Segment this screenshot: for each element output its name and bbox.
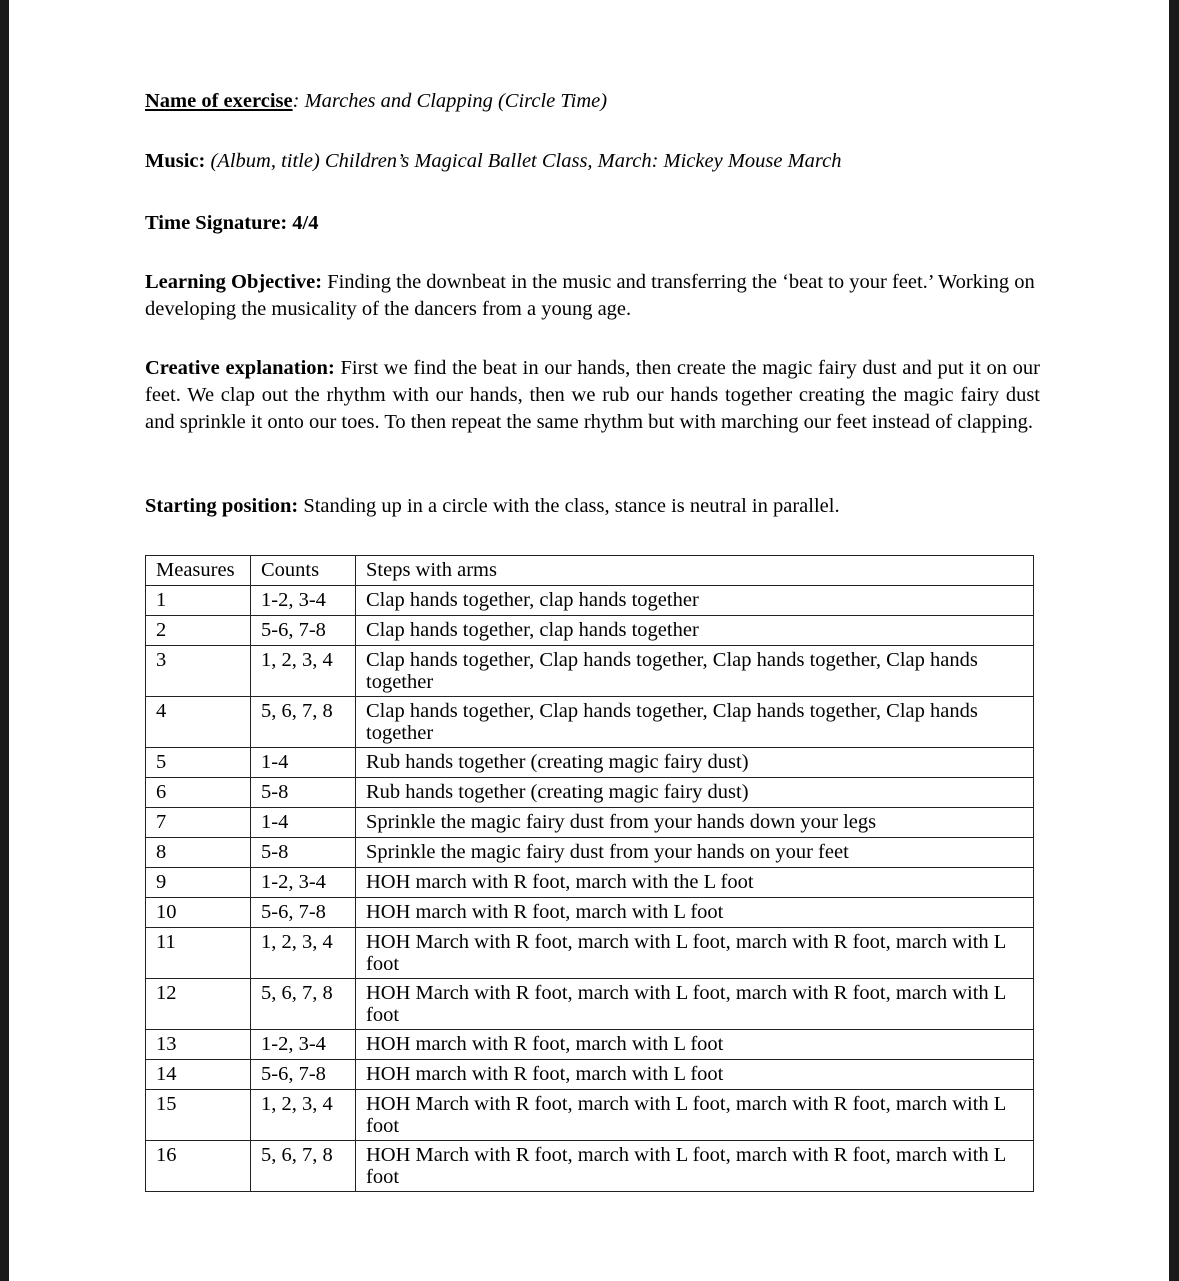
cell-measure: 10 (146, 898, 251, 928)
cell-steps: Rub hands together (creating magic fairy dust) (356, 748, 1034, 778)
cell-counts: 5-8 (251, 778, 356, 808)
cell-counts: 1, 2, 3, 4 (251, 646, 356, 697)
cell-measure: 14 (146, 1060, 251, 1090)
cell-counts: 1-2, 3-4 (251, 1030, 356, 1060)
cell-measure: 11 (146, 928, 251, 979)
cell-counts: 1-4 (251, 808, 356, 838)
cell-steps: Sprinkle the magic fairy dust from your hands on your feet (356, 838, 1034, 868)
table-row (146, 838, 1034, 868)
cell-steps: Clap hands together, clap hands together (356, 586, 1034, 616)
cell-steps: HOH march with R foot, march with L foot (356, 898, 1034, 928)
starting-position-text: Standing up in a circle with the class, stance is neutral in parallel. (303, 495, 840, 517)
table-row (146, 697, 1034, 748)
starting-position-label: Starting position: (145, 495, 299, 517)
cell-measure: 5 (146, 748, 251, 778)
cell-steps: Sprinkle the magic fairy dust from your hands down your legs (356, 808, 1034, 838)
cell-measure: 12 (146, 979, 251, 1030)
cell-counts: 5, 6, 7, 8 (251, 1141, 356, 1192)
cell-measure: 16 (146, 1141, 251, 1192)
exercise-name-line (145, 88, 607, 115)
table-row (146, 808, 1034, 838)
table-row (146, 586, 1034, 616)
cell-measure: 1 (146, 586, 251, 616)
cell-counts: 5-8 (251, 838, 356, 868)
cell-steps: HOH March with R foot, march with L foot, march with R foot, march with L foot (356, 1090, 1034, 1141)
learning-objective (145, 269, 1040, 323)
time-signature: Time Signature: 4/4 (145, 212, 319, 234)
cell-steps: Rub hands together (creating magic fairy dust) (356, 778, 1034, 808)
cell-counts: 5, 6, 7, 8 (251, 697, 356, 748)
learning-objective-label: Learning Objective: (145, 271, 323, 293)
table-row (146, 868, 1034, 898)
learning-objective-text: Finding the downbeat in the music and transferring the ‘beat to your feet.’ Working on developing the musicality of the dancers from a young age. (145, 271, 1035, 320)
steps-table-body (146, 556, 1034, 1192)
table-row (146, 1141, 1034, 1192)
music-line (145, 148, 842, 175)
cell-counts: 1-2, 3-4 (251, 586, 356, 616)
cell-steps: HOH march with R foot, march with L foot (356, 1060, 1034, 1090)
exercise-name-colon: : (292, 90, 300, 112)
starting-position (145, 493, 840, 520)
cell-measure: 15 (146, 1090, 251, 1141)
cell-measure: 9 (146, 868, 251, 898)
document-page (9, 0, 1169, 1281)
cell-measure: 3 (146, 646, 251, 697)
table-row (146, 646, 1034, 697)
cell-measure: 4 (146, 697, 251, 748)
table-header-row (146, 556, 1034, 586)
table-row (146, 616, 1034, 646)
cell-counts: 5-6, 7-8 (251, 898, 356, 928)
table-row (146, 928, 1034, 979)
cell-measure: 6 (146, 778, 251, 808)
cell-steps: Clap hands together, clap hands together (356, 616, 1034, 646)
cell-measure: 7 (146, 808, 251, 838)
exercise-name-value: Marches and Clapping (Circle Time) (304, 90, 608, 112)
music-value: (Album, title) Children’s Magical Ballet Class, March: Mickey Mouse March (210, 150, 842, 172)
header-steps: Steps with arms (356, 556, 1034, 586)
creative-explanation (145, 355, 1040, 436)
cell-steps: Clap hands together, Clap hands together, Clap hands together, Clap hands together (356, 646, 1034, 697)
cell-measure: 8 (146, 838, 251, 868)
table-row (146, 1030, 1034, 1060)
creative-explanation-label: Creative explanation: (145, 357, 335, 379)
cell-counts: 5-6, 7-8 (251, 616, 356, 646)
exercise-name-label: Name of exercise (145, 90, 293, 112)
cell-counts: 5-6, 7-8 (251, 1060, 356, 1090)
cell-steps: HOH march with R foot, march with L foot (356, 1030, 1034, 1060)
cell-measure: 2 (146, 616, 251, 646)
cell-steps: HOH march with R foot, march with the L foot (356, 868, 1034, 898)
table-row (146, 1090, 1034, 1141)
table-row (146, 1060, 1034, 1090)
cell-counts: 1-4 (251, 748, 356, 778)
cell-steps: HOH March with R foot, march with L foot, march with R foot, march with L foot (356, 1141, 1034, 1192)
table-row (146, 979, 1034, 1030)
cell-counts: 1, 2, 3, 4 (251, 928, 356, 979)
cell-steps: Clap hands together, Clap hands together, Clap hands together, Clap hands together (356, 697, 1034, 748)
table-row (146, 898, 1034, 928)
table-row (146, 778, 1034, 808)
cell-counts: 5, 6, 7, 8 (251, 979, 356, 1030)
cell-counts: 1, 2, 3, 4 (251, 1090, 356, 1141)
steps-table (145, 555, 1034, 1192)
cell-counts: 1-2, 3-4 (251, 868, 356, 898)
header-measures: Measures (146, 556, 251, 586)
cell-steps: HOH March with R foot, march with L foot, march with R foot, march with L foot (356, 979, 1034, 1030)
cell-measure: 13 (146, 1030, 251, 1060)
cell-steps: HOH March with R foot, march with L foot, march with R foot, march with L foot (356, 928, 1034, 979)
music-label: Music: (145, 150, 206, 172)
header-counts: Counts (251, 556, 356, 586)
creative-explanation-text: First we find the beat in our hands, then create the magic fairy dust and put it on our feet. We clap out the rhythm with our hands, then we rub our hands together creating the magic fairy dust and sprinkle it onto our toes. To then repeat the same rhythm but with marching our feet instead of clapping. (145, 357, 1040, 433)
table-row (146, 748, 1034, 778)
